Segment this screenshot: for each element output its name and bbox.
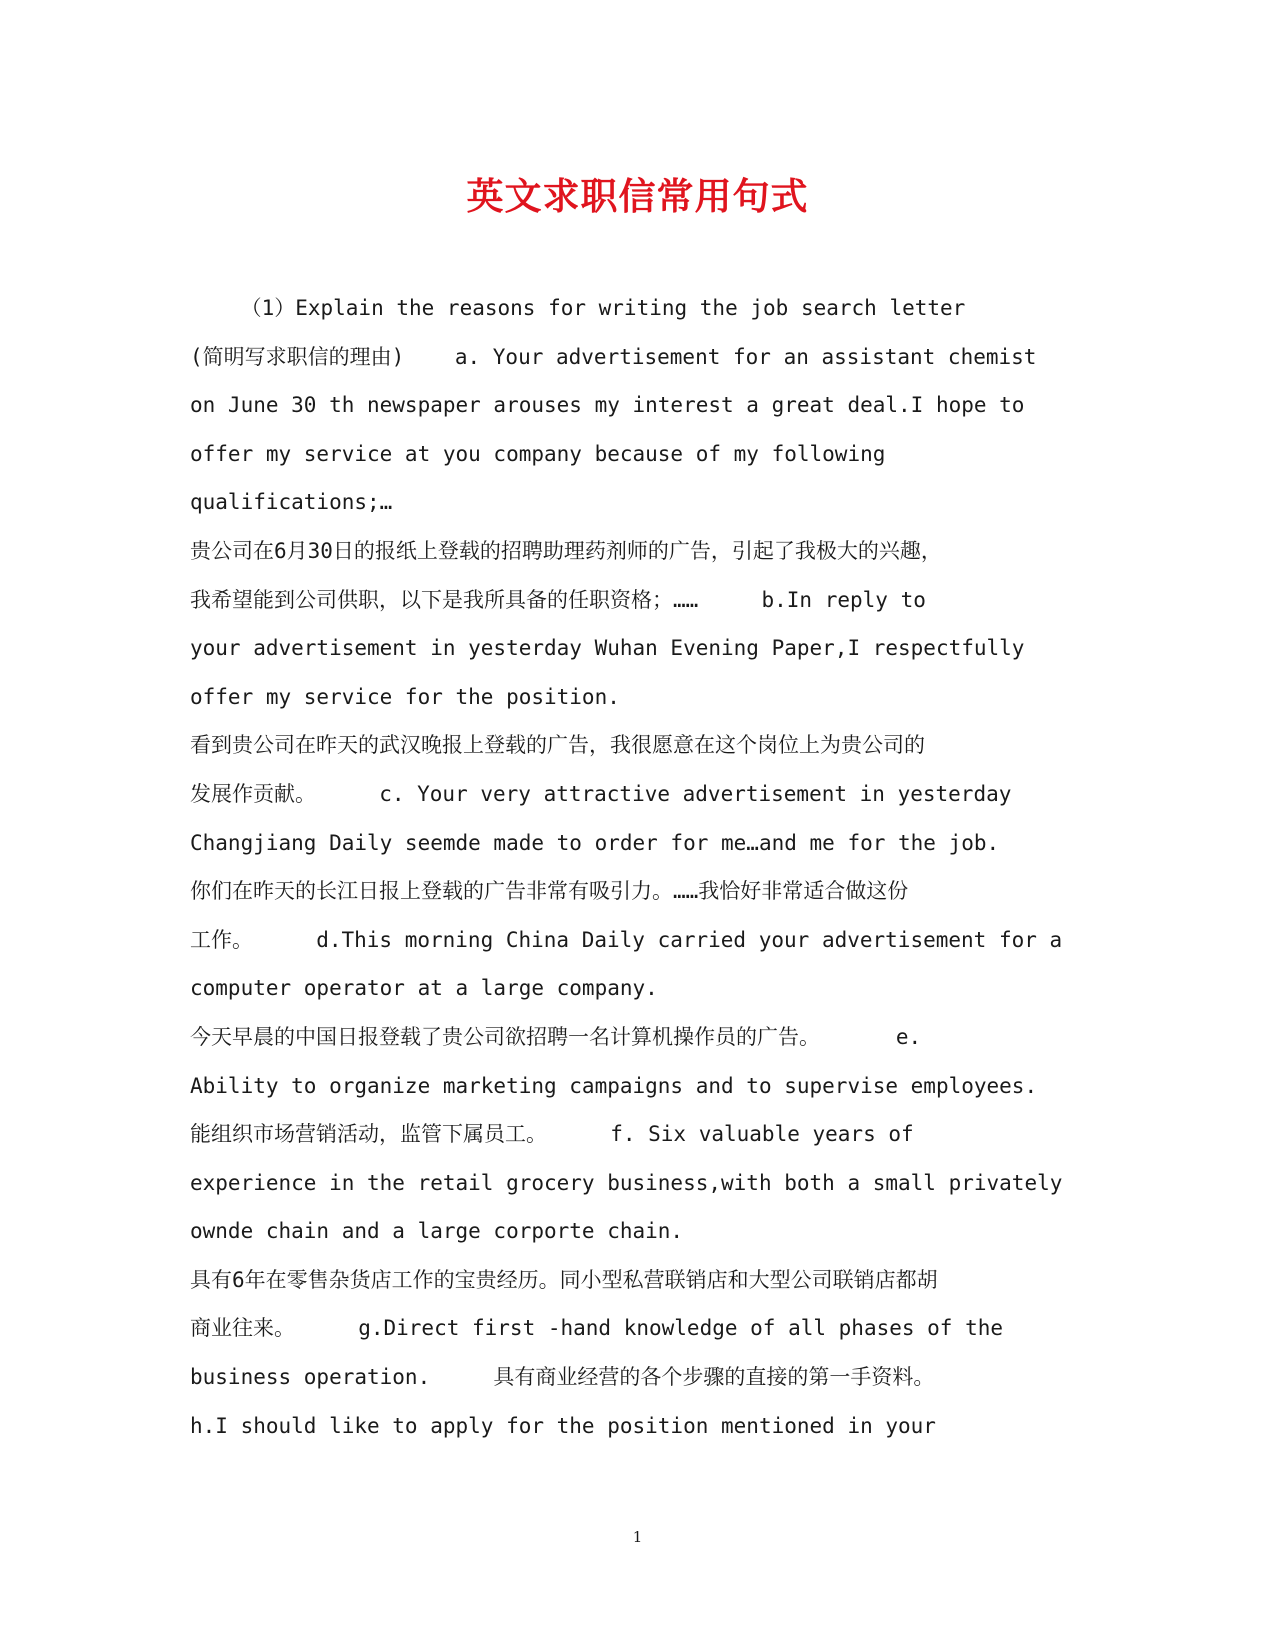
text-line: 商业往来。 g.Direct first -hand knowledge of all phases of the [190, 1316, 1004, 1341]
text-line: offer my service for the position. [190, 684, 620, 709]
text-line: computer operator at a large company. [190, 976, 658, 1001]
text-line: 具有6年在零售杂货店工作的宝贵经历。同小型私营联销店和大型公司联销店都胡 [190, 1267, 938, 1292]
text-line: 看到贵公司在昨天的武汉晚报上登载的广告，我很愿意在这个岗位上为贵公司的 [190, 733, 925, 758]
text-line: business operation. 具有商业经营的各个步骤的直接的第一手资料。 [190, 1365, 935, 1390]
page-number: 1 [632, 1528, 643, 1546]
text-line: 你们在昨天的长江日报上登载的广告非常有吸引力。……我恰好非常适合做这份 [190, 879, 909, 904]
text-line: 我希望能到公司供职，以下是我所具备的任职资格；…… b.In reply to [190, 587, 926, 612]
text-line: (简明写求职信的理由) a. Your advertisement for an assistant chemist [190, 344, 1037, 369]
text-line: Ability to organize marketing campaigns and to supervise employees. [190, 1073, 1038, 1098]
text-line: 发展作贡献。 c. Your very attractive advertisement in yesterday [190, 781, 1012, 806]
text-line: 贵公司在6月30日的报纸上登载的招聘助理药剂师的广告，引起了我极大的兴趣， [190, 538, 942, 563]
text-line: h.I should like to apply for the position mentioned in your [190, 1413, 936, 1438]
text-line: experience in the retail grocery business,with both a small privately [190, 1170, 1063, 1195]
text-line: on June 30 th newspaper arouses my interest a great deal.I hope to [190, 393, 1025, 418]
document-body [190, 284, 1090, 1450]
page-title: 英文求职信常用句式 [466, 174, 809, 218]
text-line: （1）Explain the reasons for writing the job search letter [190, 296, 966, 320]
text-line: 工作。 d.This morning China Daily carried your advertisement for a [190, 927, 1063, 952]
text-line: Changjiang Daily seemde made to order for me…and me for the job. [190, 830, 1000, 855]
text-line: offer my service at you company because of my following [190, 441, 886, 466]
text-line: 能组织市场营销活动，监管下属员工。 f. Six valuable years of [190, 1122, 914, 1147]
text-line: 今天早晨的中国日报登载了贵公司欲招聘一名计算机操作员的广告。 e. [190, 1024, 922, 1049]
text-line: qualifications;… [190, 490, 393, 515]
text-line: ownde chain and a large corporte chain. [190, 1219, 684, 1244]
text-line: your advertisement in yesterday Wuhan Evening Paper,I respectfully [190, 636, 1025, 661]
